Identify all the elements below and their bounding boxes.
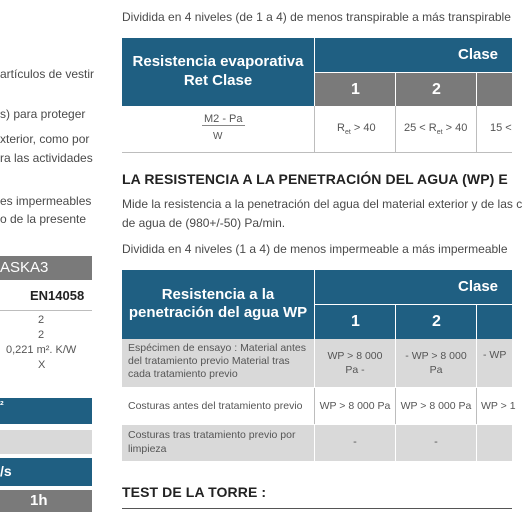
tower-test-rule bbox=[122, 508, 512, 509]
left-table-title-row bbox=[0, 256, 92, 280]
left-table-title: ASKA3 bbox=[0, 259, 49, 276]
t1-header-cell bbox=[122, 38, 314, 106]
left-label-3: /s bbox=[0, 463, 12, 479]
t2-row-2-label-line-1: Costuras antes del tratamiento previo bbox=[128, 400, 303, 412]
t1-class-1 bbox=[315, 73, 395, 106]
t2-row-1-c1-line-2: Pa - bbox=[345, 364, 365, 376]
t2-row-2 bbox=[122, 388, 516, 424]
t2-header-line-1: Resistencia a la bbox=[161, 286, 275, 303]
t2-class-1-label: 1 bbox=[351, 313, 360, 330]
t2-row-1-c2 bbox=[396, 339, 476, 387]
t2-row-3-c1-text: - bbox=[353, 436, 357, 448]
t2-clase-label: Clase bbox=[458, 278, 499, 295]
t2-row-2-c3 bbox=[477, 388, 516, 424]
t2-row-2-c2-text: WP > 8 000 Pa bbox=[400, 400, 472, 412]
wp-section-heading: LA RESISTENCIA A LA PENETRACIÓN DEL AGUA (WP) E bbox=[122, 171, 508, 187]
t2-row-3-c1 bbox=[315, 425, 395, 461]
t2-row-3 bbox=[122, 425, 512, 461]
t2-row-3-c2 bbox=[396, 425, 476, 461]
t1-cell-2 bbox=[396, 106, 477, 152]
t2-row-2-label bbox=[122, 388, 315, 424]
wp-paragraph-line-1: Mide la resistencia a la penetración del agua del material exterior y de las c bbox=[122, 197, 522, 211]
left-table-row-navy-1 bbox=[0, 398, 92, 424]
t1-cell-3 bbox=[477, 106, 512, 152]
left-value-2: 2 bbox=[38, 329, 45, 341]
t1-unit-bottom: W bbox=[213, 131, 223, 142]
t2-row-1-label-line-3: cada tratamiento previo bbox=[128, 368, 238, 380]
left-paragraph-1: artículos de vestir bbox=[0, 67, 95, 81]
t2-row-1-c1 bbox=[315, 339, 395, 387]
left-paragraph-3-line-2: o de la presente bbox=[0, 212, 87, 226]
t1-unit-cell bbox=[122, 106, 315, 152]
left-label-4: 1h bbox=[30, 492, 48, 509]
t1-cell-1 bbox=[315, 106, 396, 152]
left-value-3: 0,221 m². K/W bbox=[6, 344, 77, 356]
t1-class-2-label: 2 bbox=[432, 81, 441, 98]
t2-row-3-c2-text: - bbox=[434, 436, 438, 448]
t2-class-2-label: 2 bbox=[432, 313, 441, 330]
left-table-norm: EN14058 bbox=[30, 288, 85, 303]
t2-row-1-c2-line-1: - WP > 8 000 bbox=[405, 350, 467, 362]
t1-header-line-2: Ret Clase bbox=[183, 72, 253, 89]
left-label-2: ² bbox=[0, 400, 4, 412]
t1-class-2 bbox=[396, 73, 476, 106]
t1-cell-3-val: 15 < bbox=[490, 122, 512, 134]
t2-row-1-label-line-2: del tratamiento previo Material tras bbox=[128, 355, 290, 367]
t2-header-line-2: penetración del agua WP bbox=[128, 304, 308, 321]
t1-cell-1-r: R bbox=[337, 122, 345, 134]
t2-row-2-c1-text: WP > 8 000 Pa bbox=[319, 400, 391, 412]
t1-cell-1-sub: et bbox=[344, 129, 351, 137]
t2-row-1-c3-text: - WP bbox=[483, 349, 507, 361]
t1-cell-2-r: 25 < R bbox=[404, 122, 437, 134]
t2-row-1-c3 bbox=[477, 339, 512, 387]
intro-text: Dividida en 4 niveles (de 1 a 4) de menos transpirable a más transpirable bbox=[122, 10, 511, 24]
t2-header-cell bbox=[122, 270, 314, 339]
wp-paragraph-2: Dividida en 4 niveles (1 a 4) de menos impermeable a más impermeable bbox=[122, 242, 508, 256]
t1-clase-label: Clase bbox=[458, 46, 499, 63]
t2-row-2-c3-text: WP > 1 bbox=[481, 400, 516, 412]
left-table-grey-band bbox=[0, 430, 92, 454]
t1-clase-header bbox=[315, 38, 512, 72]
t1-cell-1-val: > 40 bbox=[350, 122, 376, 134]
wp-paragraph-line-2: de agua de (980+/-50) Pa/min. bbox=[122, 216, 286, 230]
t1-unit-top: M2 - Pa bbox=[204, 113, 243, 125]
t2-row-1-label bbox=[122, 339, 314, 387]
t2-row-2-c1 bbox=[315, 388, 396, 424]
left-table-norm-row bbox=[0, 280, 92, 311]
t2-clase-header bbox=[315, 270, 512, 304]
t2-row-1-c2-line-2: Pa bbox=[429, 364, 443, 376]
t1-header-line-1: Resistencia evaporativa bbox=[132, 53, 304, 70]
t2-row-1-c1-line-1: WP > 8 000 bbox=[327, 350, 383, 362]
t1-data-row bbox=[122, 106, 512, 153]
t1-cell-2-val: > 40 bbox=[442, 122, 468, 134]
t2-row-3-label bbox=[122, 425, 314, 461]
left-table-row-grey bbox=[0, 490, 92, 512]
t2-class-1 bbox=[315, 305, 395, 339]
left-paragraph-2-line-1: s) para proteger bbox=[0, 107, 86, 121]
t2-row-3-label-line-1: Costuras tras tratamiento previo por bbox=[128, 429, 296, 441]
t2-row-3-label-line-2: limpieza bbox=[128, 443, 167, 455]
left-table-row-navy-2 bbox=[0, 458, 92, 486]
t1-class-1-label: 1 bbox=[351, 81, 360, 98]
left-paragraph-2-line-2: xterior, como por bbox=[0, 132, 90, 146]
t2-row-2-c2 bbox=[396, 388, 477, 424]
t1-class-3 bbox=[477, 73, 512, 106]
t2-class-3 bbox=[477, 305, 512, 339]
left-paragraph-2-line-3: ra las actividades bbox=[0, 151, 93, 165]
t2-row-1 bbox=[122, 339, 512, 387]
left-value-1: 2 bbox=[38, 314, 45, 326]
left-paragraph-3-line-1: es impermeables bbox=[0, 194, 92, 208]
left-table-values bbox=[0, 312, 92, 378]
t2-class-2 bbox=[396, 305, 476, 339]
tower-test-heading: TEST DE LA TORRE : bbox=[122, 484, 267, 500]
t1-cell-2-sub: et bbox=[436, 129, 443, 137]
left-value-4: X bbox=[38, 359, 46, 371]
t2-row-1-label-line-1: Espécimen de ensayo : Material antes bbox=[128, 342, 307, 354]
t2-row-3-c3 bbox=[477, 425, 512, 461]
